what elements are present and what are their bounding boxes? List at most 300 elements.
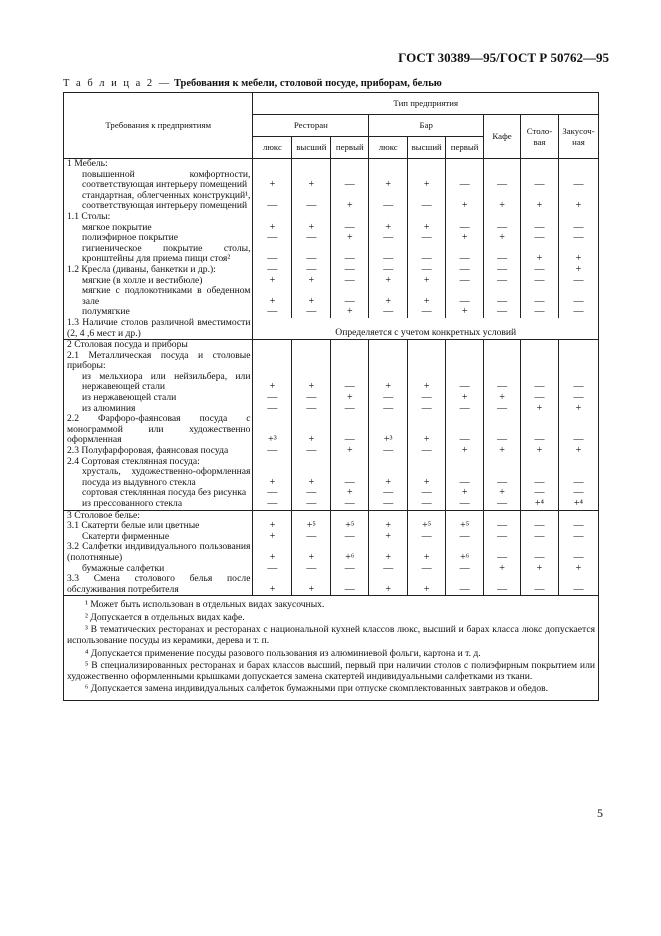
mark-cell xyxy=(292,340,331,351)
mark-cell: — xyxy=(331,574,369,596)
table-row xyxy=(64,351,599,372)
mark-cell: + xyxy=(292,276,331,287)
mark-cell xyxy=(484,340,521,351)
mark-cell xyxy=(521,159,559,170)
mark-cell: + xyxy=(369,467,408,488)
mark-cell: — xyxy=(521,521,559,532)
requirement-cell: бумажные салфетки xyxy=(64,564,253,575)
mark-cell: — xyxy=(558,574,598,596)
mark-cell: + xyxy=(521,404,559,415)
mark-cell: + xyxy=(331,488,369,499)
mark-cell: — xyxy=(484,244,521,265)
mark-cell: — xyxy=(521,265,559,276)
mark-cell: +³ xyxy=(253,414,292,446)
mark-cell: + xyxy=(484,564,521,575)
table-row xyxy=(64,372,599,393)
col-restaurant-highest: высший xyxy=(292,137,331,159)
mark-cell: +⁵ xyxy=(446,521,484,532)
mark-cell: — xyxy=(331,170,369,191)
mark-cell: + xyxy=(369,286,408,307)
mark-cell: — xyxy=(521,286,559,307)
mark-cell: — xyxy=(521,233,559,244)
requirement-cell: 1.2 Кресла (диваны, банкетки и др.): xyxy=(64,265,253,276)
mark-cell: — xyxy=(521,542,559,563)
table-row xyxy=(64,265,599,276)
mark-cell xyxy=(446,212,484,223)
mark-cell: — xyxy=(521,467,559,488)
mark-cell xyxy=(331,159,369,170)
mark-cell: + xyxy=(253,286,292,307)
mark-cell: + xyxy=(558,265,598,276)
mark-cell: — xyxy=(331,265,369,276)
mark-cell: — xyxy=(446,170,484,191)
mark-cell: — xyxy=(558,223,598,234)
footnotes xyxy=(64,596,599,700)
mark-cell: + xyxy=(369,532,408,543)
mark-cell: + xyxy=(331,446,369,457)
mark-cell: — xyxy=(369,265,408,276)
mark-cell: — xyxy=(292,393,331,404)
mark-cell: — xyxy=(521,414,559,446)
mark-cell xyxy=(292,212,331,223)
mark-cell xyxy=(253,159,292,170)
mark-cell: — xyxy=(369,244,408,265)
col-restaurant: Ресторан xyxy=(253,115,369,137)
mark-cell: +⁶ xyxy=(446,542,484,563)
mark-cell: + xyxy=(446,488,484,499)
mark-cell: — xyxy=(331,404,369,415)
mark-cell: — xyxy=(521,532,559,543)
mark-cell: — xyxy=(484,170,521,191)
mark-cell: + xyxy=(558,244,598,265)
requirement-cell: гигиеническое покрытие столы, кронштейны для приема пищи стоя² xyxy=(64,244,253,265)
mark-cell: — xyxy=(292,307,331,318)
footnote: ⁵ В специализированных ресторанах и барах классов высший, первый при наличии столов с полиэфирным покрытием или художественно оформленными крышками допускается замена скатертей индивидуальными салфетками из ткани. xyxy=(67,659,595,683)
mark-cell: — xyxy=(521,393,559,404)
mark-cell: — xyxy=(446,532,484,543)
mark-cell: — xyxy=(331,223,369,234)
requirement-cell: 2.3 Полуфарфоровая, фаянсовая посуда xyxy=(64,446,253,457)
mark-cell: — xyxy=(408,393,446,404)
mark-cell: + xyxy=(292,574,331,596)
mark-cell: — xyxy=(484,521,521,532)
mark-cell: + xyxy=(369,542,408,563)
mark-cell xyxy=(484,351,521,372)
requirement-cell: мягкие (в холле и вестибюле) xyxy=(64,276,253,287)
mark-cell: — xyxy=(446,499,484,510)
requirement-cell: из прессованного стекла xyxy=(64,499,253,510)
mark-cell: — xyxy=(446,223,484,234)
requirement-cell: 1 Мебель: xyxy=(64,159,253,170)
mark-cell: +⁵ xyxy=(408,521,446,532)
mark-cell: — xyxy=(484,286,521,307)
mark-cell: + xyxy=(331,191,369,212)
mark-cell: +⁴ xyxy=(558,499,598,510)
mark-cell: — xyxy=(446,414,484,446)
mark-cell: — xyxy=(484,276,521,287)
mark-cell xyxy=(369,212,408,223)
mark-cell: + xyxy=(408,276,446,287)
mark-cell: + xyxy=(292,414,331,446)
footnote: ⁴ Допускается применение посуды разового пользования из алюминиевой фольги, картона и т. д. xyxy=(85,647,481,659)
mark-cell xyxy=(408,351,446,372)
mark-cell xyxy=(558,351,598,372)
mark-cell: + xyxy=(521,564,559,575)
standard-header: ГОСТ 30389—95/ГОСТ Р 50762—95 xyxy=(398,50,609,65)
mark-cell: — xyxy=(484,542,521,563)
mark-cell: — xyxy=(292,191,331,212)
requirement-cell: сортовая стеклянная посуда без рисунка xyxy=(64,488,253,499)
mark-cell xyxy=(408,159,446,170)
mark-cell: — xyxy=(331,499,369,510)
mark-cell: — xyxy=(484,404,521,415)
requirement-cell: 2.2 Фарфоро-фаянсовая посуда с монограммой или художественно оформленная xyxy=(64,414,253,446)
mark-cell: + xyxy=(521,446,559,457)
mark-cell: — xyxy=(253,393,292,404)
mark-cell: — xyxy=(292,244,331,265)
mark-cell: — xyxy=(484,574,521,596)
mark-cell: — xyxy=(558,276,598,287)
mark-cell: + xyxy=(369,276,408,287)
mark-cell: — xyxy=(408,446,446,457)
mark-cell: + xyxy=(446,307,484,318)
mark-cell: — xyxy=(253,265,292,276)
mark-cell xyxy=(369,340,408,351)
col-bar-highest: высший xyxy=(408,137,446,159)
mark-cell xyxy=(331,351,369,372)
mark-cell: — xyxy=(331,286,369,307)
mark-cell xyxy=(521,351,559,372)
requirement-cell: из нержавеющей стали xyxy=(64,393,253,404)
mark-cell: — xyxy=(484,467,521,488)
mark-cell: + xyxy=(292,223,331,234)
span-cell: Определяется с учетом конкретных условий xyxy=(253,318,599,340)
mark-cell: — xyxy=(331,244,369,265)
mark-cell: — xyxy=(369,488,408,499)
mark-cell: — xyxy=(558,393,598,404)
mark-cell: + xyxy=(408,170,446,191)
mark-cell xyxy=(408,457,446,468)
mark-cell: — xyxy=(253,233,292,244)
mark-cell: + xyxy=(292,286,331,307)
mark-cell: + xyxy=(253,372,292,393)
page-number: 5 xyxy=(597,806,603,820)
mark-cell xyxy=(292,351,331,372)
mark-cell: — xyxy=(521,372,559,393)
mark-cell: — xyxy=(558,170,598,191)
mark-cell: — xyxy=(521,574,559,596)
requirements-table xyxy=(63,92,599,701)
mark-cell: — xyxy=(408,191,446,212)
mark-cell: + xyxy=(292,170,331,191)
col-canteen: Столо-вая xyxy=(521,115,559,159)
footnote: ³ В тематических ресторанах и ресторанах с национальной кухней классов люкс, высший и барах класса люкс допускается использование посуды из керамики, дерева и т. п. xyxy=(67,623,595,647)
table-row xyxy=(64,467,599,488)
mark-cell: — xyxy=(558,542,598,563)
requirement-cell: 2.4 Сортовая стеклянная посуда: xyxy=(64,457,253,468)
table-row xyxy=(64,244,599,265)
mark-cell: — xyxy=(446,265,484,276)
mark-cell: + xyxy=(292,372,331,393)
mark-cell xyxy=(253,457,292,468)
mark-cell: — xyxy=(331,532,369,543)
mark-cell: — xyxy=(484,532,521,543)
mark-cell: — xyxy=(558,286,598,307)
mark-cell: — xyxy=(446,244,484,265)
mark-cell: + xyxy=(253,521,292,532)
requirement-cell: полумягкие xyxy=(64,307,253,318)
mark-cell: — xyxy=(369,404,408,415)
col-snack-bar: Закусоч-ная xyxy=(558,115,598,159)
mark-cell: + xyxy=(558,191,598,212)
mark-cell xyxy=(484,159,521,170)
mark-cell xyxy=(558,340,598,351)
table-row xyxy=(64,542,599,563)
mark-cell: — xyxy=(253,564,292,575)
mark-cell: — xyxy=(292,446,331,457)
mark-cell: — xyxy=(484,414,521,446)
col-bar: Бар xyxy=(369,115,484,137)
requirement-cell: Скатерти фирменные xyxy=(64,532,253,543)
requirement-cell: стандартная, облегченных конструкций¹, соответствующая интерьеру помещений xyxy=(64,191,253,212)
requirement-cell: 3.2 Салфетки индивидуального пользования (полотняные) xyxy=(64,542,253,563)
mark-cell: + xyxy=(446,393,484,404)
requirement-cell: полиэфирное покрытие xyxy=(64,233,253,244)
mark-cell xyxy=(253,212,292,223)
mark-cell xyxy=(369,351,408,372)
mark-cell xyxy=(484,212,521,223)
mark-cell: — xyxy=(408,233,446,244)
footnote: ¹ Может быть использован в отдельных видах закусочных. xyxy=(85,599,325,611)
mark-cell xyxy=(331,457,369,468)
mark-cell: — xyxy=(292,564,331,575)
mark-cell: + xyxy=(408,467,446,488)
mark-cell: — xyxy=(253,307,292,318)
mark-cell: — xyxy=(558,521,598,532)
table-caption xyxy=(63,78,442,89)
mark-cell: — xyxy=(292,404,331,415)
mark-cell xyxy=(253,340,292,351)
mark-cell: +³ xyxy=(369,414,408,446)
mark-cell: — xyxy=(408,265,446,276)
mark-cell: — xyxy=(446,276,484,287)
requirement-cell: 1.3 Наличие столов различной вместимости (2, 4 ,6 мест и др.) xyxy=(64,318,253,340)
mark-cell: + xyxy=(369,521,408,532)
mark-cell xyxy=(558,159,598,170)
footnote: ² Допускается в отдельных видах кафе. xyxy=(85,611,245,623)
mark-cell: — xyxy=(369,499,408,510)
table-row xyxy=(64,286,599,307)
table-row xyxy=(64,191,599,212)
mark-cell: + xyxy=(369,223,408,234)
mark-cell xyxy=(331,212,369,223)
table-row xyxy=(64,499,599,510)
mark-cell: + xyxy=(484,393,521,404)
mark-cell: — xyxy=(446,372,484,393)
mark-cell: + xyxy=(253,574,292,596)
mark-cell xyxy=(292,159,331,170)
mark-cell: — xyxy=(408,244,446,265)
requirement-cell: 3 Столовое белье: xyxy=(64,510,253,521)
mark-cell: — xyxy=(484,265,521,276)
mark-cell: — xyxy=(558,532,598,543)
mark-cell xyxy=(558,457,598,468)
mark-cell: + xyxy=(558,446,598,457)
mark-cell: — xyxy=(446,574,484,596)
mark-cell: + xyxy=(408,286,446,307)
mark-cell xyxy=(292,457,331,468)
mark-cell: — xyxy=(484,307,521,318)
mark-cell: — xyxy=(408,564,446,575)
mark-cell: — xyxy=(558,414,598,446)
table-row xyxy=(64,414,599,446)
caption-title: Требования к мебели, столовой посуде, приборам, белью xyxy=(173,78,442,89)
mark-cell: + xyxy=(253,532,292,543)
mark-cell xyxy=(369,457,408,468)
mark-cell: — xyxy=(446,286,484,307)
mark-cell xyxy=(446,351,484,372)
mark-cell: — xyxy=(331,276,369,287)
mark-cell: — xyxy=(292,532,331,543)
mark-cell xyxy=(558,212,598,223)
mark-cell: — xyxy=(331,414,369,446)
mark-cell: + xyxy=(446,446,484,457)
mark-cell: — xyxy=(521,276,559,287)
mark-cell: + xyxy=(292,542,331,563)
table-row xyxy=(64,212,599,223)
mark-cell xyxy=(484,457,521,468)
mark-cell: + xyxy=(408,372,446,393)
mark-cell: + xyxy=(369,574,408,596)
mark-cell: — xyxy=(253,404,292,415)
mark-cell: — xyxy=(292,233,331,244)
mark-cell: — xyxy=(331,467,369,488)
mark-cell: + xyxy=(521,191,559,212)
mark-cell: + xyxy=(408,223,446,234)
mark-cell: — xyxy=(331,564,369,575)
mark-cell: + xyxy=(292,467,331,488)
mark-cell: — xyxy=(558,307,598,318)
col-restaurant-lux: люкс xyxy=(253,137,292,159)
col-requirements: Требования к предприятиям xyxy=(64,93,253,159)
mark-cell: +⁵ xyxy=(331,521,369,532)
mark-cell: — xyxy=(369,446,408,457)
mark-cell xyxy=(521,212,559,223)
mark-cell: + xyxy=(408,414,446,446)
col-restaurant-first: первый xyxy=(331,137,369,159)
mark-cell: — xyxy=(408,488,446,499)
col-bar-first: первый xyxy=(446,137,484,159)
mark-cell xyxy=(446,340,484,351)
col-bar-lux: люкс xyxy=(369,137,408,159)
mark-cell: + xyxy=(408,574,446,596)
table-row xyxy=(64,159,599,170)
mark-cell: — xyxy=(369,393,408,404)
mark-cell: + xyxy=(331,307,369,318)
requirement-cell: мягкие с подлокотниками в обеденном зале xyxy=(64,286,253,307)
requirement-cell: 3.1 Скатерти белые или цветные xyxy=(64,521,253,532)
mark-cell xyxy=(408,212,446,223)
mark-cell: + xyxy=(558,404,598,415)
mark-cell: — xyxy=(292,499,331,510)
mark-cell: + xyxy=(331,393,369,404)
mark-cell: + xyxy=(408,542,446,563)
caption-label: Т а б л и ц а 2 — xyxy=(63,78,172,89)
requirement-cell: 2.1 Металлическая посуда и столовые приборы: xyxy=(64,351,253,372)
mark-cell: — xyxy=(446,564,484,575)
mark-cell xyxy=(521,340,559,351)
mark-cell: — xyxy=(521,223,559,234)
mark-cell: — xyxy=(253,244,292,265)
requirement-cell: мягкое покрытие xyxy=(64,223,253,234)
requirement-cell: повышенной комфортности, соответствующая интерьеру помещений xyxy=(64,170,253,191)
mark-cell: + xyxy=(253,467,292,488)
requirement-cell: из мельхиора или нейзильбера, или нержавеющей стали xyxy=(64,372,253,393)
requirement-cell: хрусталь, художественно-оформленная посуда из выдувного стекла xyxy=(64,467,253,488)
mark-cell: + xyxy=(484,488,521,499)
mark-cell: — xyxy=(558,372,598,393)
mark-cell: — xyxy=(292,488,331,499)
mark-cell: — xyxy=(521,307,559,318)
mark-cell: — xyxy=(558,488,598,499)
mark-cell: + xyxy=(253,276,292,287)
requirement-cell: 3.3 Смена столового белья после обслуживания потребителя xyxy=(64,574,253,596)
mark-cell: — xyxy=(253,488,292,499)
requirement-cell: 2 Столовая посуда и приборы xyxy=(64,340,253,351)
mark-cell: +⁵ xyxy=(292,521,331,532)
mark-cell: — xyxy=(253,499,292,510)
mark-cell: — xyxy=(484,499,521,510)
mark-cell: + xyxy=(253,223,292,234)
mark-cell: + xyxy=(253,542,292,563)
mark-cell: — xyxy=(408,404,446,415)
mark-cell: — xyxy=(558,233,598,244)
table-row xyxy=(64,574,599,596)
mark-cell: — xyxy=(484,223,521,234)
mark-cell: + xyxy=(558,564,598,575)
mark-cell: + xyxy=(369,372,408,393)
mark-cell: — xyxy=(408,307,446,318)
mark-cell xyxy=(521,457,559,468)
mark-cell: — xyxy=(521,488,559,499)
mark-cell: + xyxy=(521,244,559,265)
mark-cell: — xyxy=(484,372,521,393)
mark-cell: — xyxy=(369,233,408,244)
mark-cell: + xyxy=(369,170,408,191)
mark-cell: + xyxy=(446,191,484,212)
mark-cell: — xyxy=(408,499,446,510)
mark-cell: — xyxy=(292,265,331,276)
requirement-cell: из алюминия xyxy=(64,404,253,415)
requirement-cell: 1.1 Столы: xyxy=(64,212,253,223)
mark-cell: + xyxy=(484,233,521,244)
mark-cell: — xyxy=(369,564,408,575)
mark-cell: — xyxy=(446,467,484,488)
mark-cell: + xyxy=(253,170,292,191)
mark-cell: — xyxy=(369,191,408,212)
mark-cell: — xyxy=(369,307,408,318)
mark-cell xyxy=(446,457,484,468)
footnote: ⁶ Допускается замена индивидуальных салфеток бумажными при отпуске скомплектованных завтраков и обедов. xyxy=(85,683,549,695)
mark-cell: — xyxy=(408,532,446,543)
mark-cell: + xyxy=(484,191,521,212)
table-row xyxy=(64,318,599,340)
mark-cell: + xyxy=(446,233,484,244)
mark-cell: + xyxy=(484,446,521,457)
mark-cell xyxy=(331,340,369,351)
mark-cell: + xyxy=(331,233,369,244)
table-row xyxy=(64,393,599,404)
